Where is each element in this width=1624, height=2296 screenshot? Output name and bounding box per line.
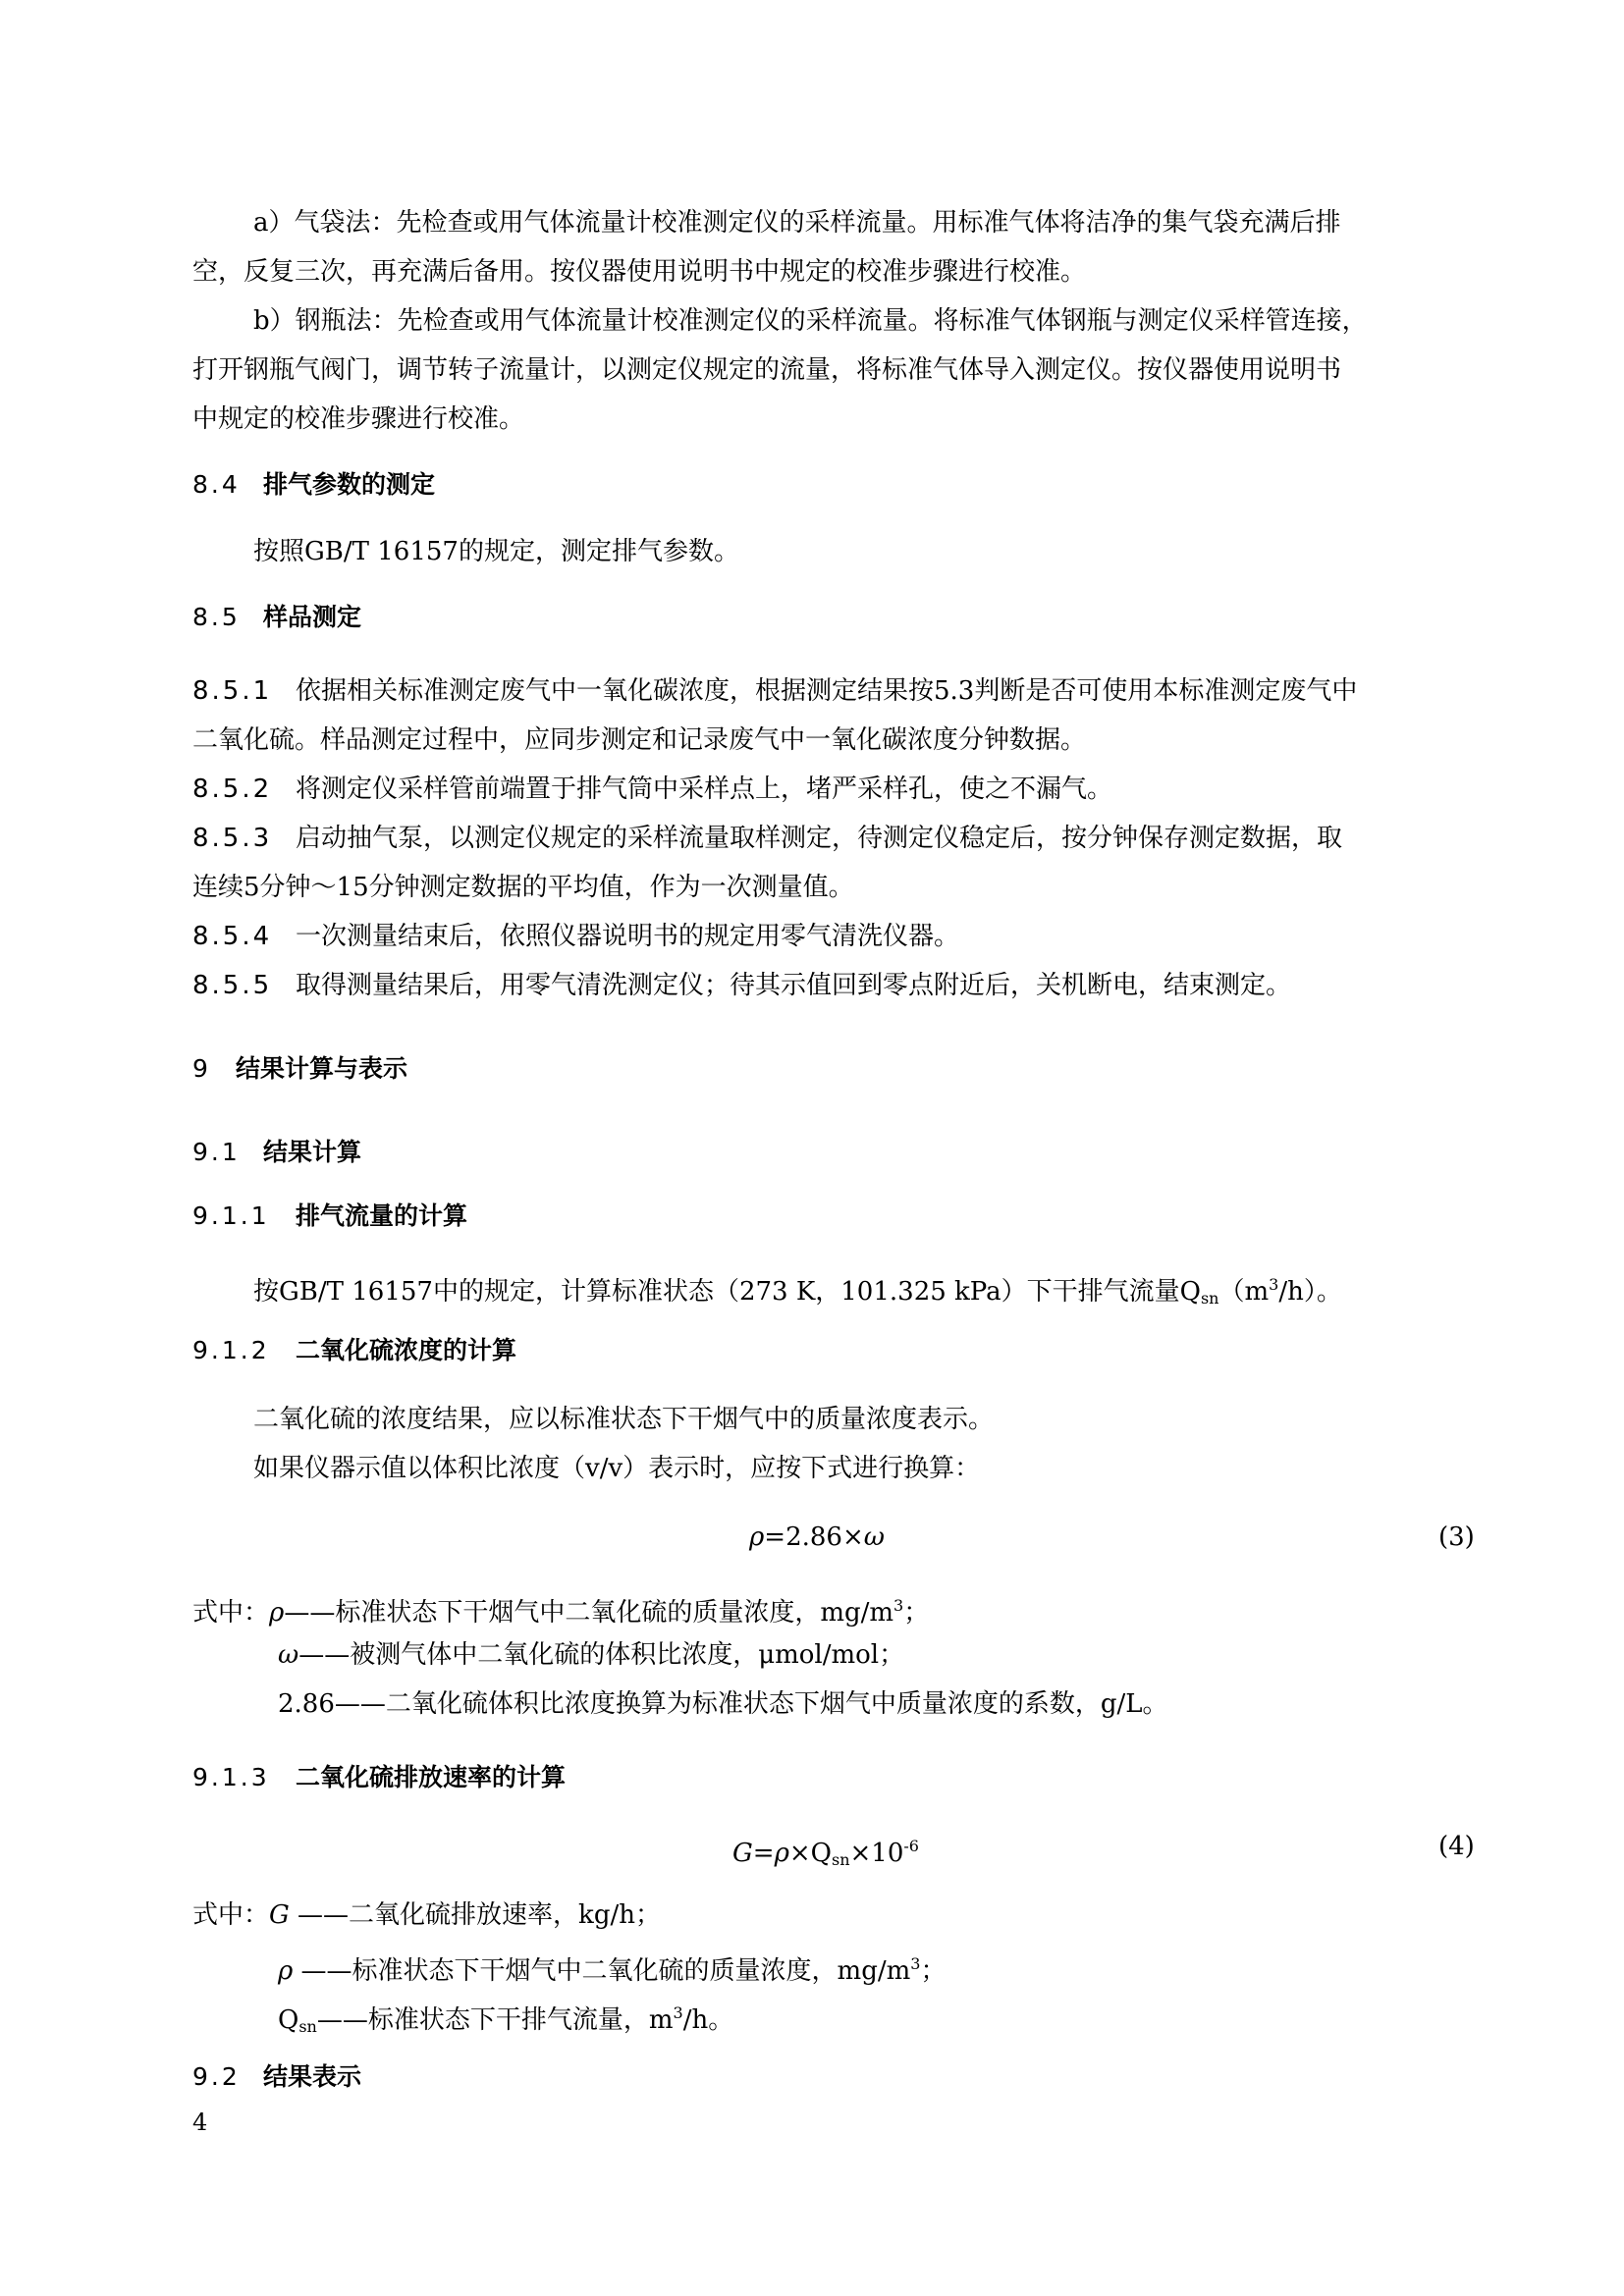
equation-3 bbox=[749, 1519, 885, 1556]
where-4-row3 bbox=[278, 1995, 733, 2046]
clause-number: 8.5.1 bbox=[192, 676, 273, 706]
paragraph-a-line1: a）气袋法：先检查或用气体流量计校准测定仪的采样流量。用标准气体将洁净的集气袋充满后排 bbox=[253, 208, 1341, 238]
section-title: 排气参数的测定 bbox=[263, 470, 436, 499]
omega-symbol: ω bbox=[863, 1522, 885, 1552]
flow-superscript: 3 bbox=[1269, 1275, 1279, 1294]
definition-end: ； bbox=[903, 1598, 930, 1628]
clause-text: 启动抽气泵，以测定仪规定的采样流量取样测定，待测定仪稳定后，按分钟保存测定数据，取 bbox=[296, 824, 1343, 853]
equals-sign: = bbox=[752, 1839, 775, 1868]
where-3-row3: 2.86——二氧化硫体积比浓度换算为标准状态下烟气中质量浓度的系数，g/L。 bbox=[278, 1689, 1168, 1719]
section-8-4-text: 按照GB/T 16157的规定，测定排气参数。 bbox=[253, 537, 739, 566]
section-number: 8.4 bbox=[192, 470, 241, 499]
unit-superscript: 3 bbox=[893, 1596, 904, 1615]
rho-symbol: ρ bbox=[278, 1956, 294, 1986]
section-8-4-heading bbox=[192, 466, 435, 504]
clause-number: 8.5.4 bbox=[192, 922, 273, 951]
section-number: 9.1.3 bbox=[192, 1763, 270, 1791]
paragraph-b-line3: 中规定的校准步骤进行校准。 bbox=[192, 404, 525, 434]
section-number: 9 bbox=[192, 1054, 208, 1083]
equation-4 bbox=[732, 1828, 919, 1879]
section-title: 结果计算与表示 bbox=[236, 1054, 408, 1083]
q-symbol: Q bbox=[278, 2005, 299, 2035]
g-symbol: G bbox=[732, 1839, 753, 1868]
definition-text: ——二氧化硫排放速率，kg/h； bbox=[289, 1900, 661, 1930]
section-9-heading bbox=[192, 1050, 407, 1088]
section-title: 结果表示 bbox=[263, 2062, 362, 2091]
clause-8-5-4 bbox=[192, 918, 959, 955]
where-lead: 式中： bbox=[192, 1900, 270, 1930]
equation-factor: ×10 bbox=[849, 1839, 904, 1868]
equation-4-number: (4) bbox=[1438, 1832, 1475, 1861]
equation-3-number: (3) bbox=[1438, 1522, 1475, 1552]
flow-subscript: sn bbox=[1200, 1289, 1219, 1308]
rho-symbol: ρ bbox=[749, 1522, 765, 1552]
section-title: 二氧化硫浓度的计算 bbox=[296, 1336, 517, 1364]
section-number: 9.1.1 bbox=[192, 1201, 270, 1230]
paragraph-b-line1: b）钢瓶法：先检查或用气体流量计校准测定仪的采样流量。将标准气体钢瓶与测定仪采样管连接， bbox=[253, 306, 1368, 336]
where-3-row2 bbox=[278, 1636, 904, 1674]
flow-subscript: sn bbox=[298, 2017, 317, 2036]
section-number: 8.5 bbox=[192, 603, 241, 631]
exponent: -6 bbox=[903, 1837, 919, 1855]
clause-number: 8.5.5 bbox=[192, 971, 273, 1000]
clause-8-5-1-line1 bbox=[192, 672, 1357, 710]
section-title: 样品测定 bbox=[263, 603, 362, 631]
definition-text: ——标准状态下干烟气中二氧化硫的质量浓度，mg/m bbox=[293, 1956, 911, 1986]
clause-text: 依据相关标准测定废气中一氧化碳浓度，根据测定结果按5.3判断是否可使用本标准测定废气中 bbox=[296, 676, 1358, 706]
section-9-1-1-heading bbox=[192, 1198, 467, 1235]
page-number: 4 bbox=[192, 2109, 208, 2136]
definition-end: ； bbox=[920, 1956, 947, 1986]
section-number: 9.1.2 bbox=[192, 1336, 270, 1364]
flow-unit: （m bbox=[1218, 1277, 1270, 1307]
section-9-1-2-heading bbox=[192, 1332, 516, 1369]
clause-8-5-3-line1 bbox=[192, 820, 1342, 857]
where-4-row1 bbox=[192, 1896, 661, 1934]
section-8-5-heading bbox=[192, 599, 361, 636]
clause-text: 将测定仪采样管前端置于排气筒中采样点上，堵严采样孔，使之不漏气。 bbox=[296, 774, 1113, 804]
section-9-1-1-text bbox=[253, 1266, 1342, 1317]
clause-8-5-1-line2: 二氧化硫。样品测定过程中，应同步测定和记录废气中一氧化碳浓度分钟数据。 bbox=[192, 725, 1087, 755]
section-9-1-3-heading bbox=[192, 1759, 566, 1796]
section-9-1-2-para1: 二氧化硫的浓度结果，应以标准状态下干烟气中的质量浓度表示。 bbox=[253, 1405, 995, 1434]
section-9-1-heading bbox=[192, 1134, 361, 1171]
where-3-row1 bbox=[192, 1587, 929, 1631]
omega-symbol: ω bbox=[278, 1640, 299, 1670]
definition-end: /h。 bbox=[682, 2005, 734, 2035]
where-lead: 式中： bbox=[192, 1598, 270, 1628]
flow-text: 按GB/T 16157中的规定，计算标准状态（273 K，101.325 kPa）下干排气流量Q bbox=[253, 1277, 1201, 1307]
clause-text: 取得测量结果后，用零气清洗测定仪；待其示值回到零点附近后，关机断电，结束测定。 bbox=[296, 971, 1292, 1000]
unit-superscript: 3 bbox=[910, 1954, 921, 1973]
unit-superscript: 3 bbox=[673, 2003, 683, 2022]
definition-text: ——标准状态下干排气流量，m bbox=[316, 2005, 674, 2035]
clause-number: 8.5.3 bbox=[192, 824, 273, 853]
definition-text: ——标准状态下干烟气中二氧化硫的质量浓度，mg/m bbox=[284, 1598, 894, 1628]
definition-text: ——被测气体中二氧化硫的体积比浓度，μmol/mol； bbox=[298, 1640, 905, 1670]
equation-operator: =2.86× bbox=[764, 1522, 864, 1552]
clause-text: 一次测量结束后，依照仪器说明书的规定用零气清洗仪器。 bbox=[296, 922, 960, 951]
section-title: 排气流量的计算 bbox=[296, 1201, 468, 1230]
clause-number: 8.5.2 bbox=[192, 774, 273, 804]
section-number: 9.2 bbox=[192, 2062, 241, 2091]
section-title: 二氧化硫排放速率的计算 bbox=[296, 1763, 567, 1791]
flow-unit-end: /h）。 bbox=[1278, 1277, 1342, 1307]
where-4-row2 bbox=[278, 1946, 946, 1990]
rho-symbol: ρ bbox=[269, 1598, 285, 1628]
flow-subscript: sn bbox=[831, 1850, 850, 1869]
paragraph-b-line2: 打开钢瓶气阀门，调节转子流量计，以测定仪规定的流量，将标准气体导入测定仪。按仪器使用说明书 bbox=[192, 355, 1342, 385]
rho-symbol: ρ bbox=[774, 1839, 789, 1868]
section-9-1-2-para2: 如果仪器示值以体积比浓度（v/v）表示时，应按下式进行换算： bbox=[253, 1454, 981, 1483]
section-9-2-heading bbox=[192, 2058, 361, 2096]
section-number: 9.1 bbox=[192, 1138, 241, 1166]
equation-term: ×Q bbox=[788, 1839, 832, 1868]
clause-8-5-3-line2: 连续5分钟～15分钟测定数据的平均值，作为一次测量值。 bbox=[192, 873, 854, 902]
g-symbol: G bbox=[269, 1900, 290, 1930]
clause-8-5-2 bbox=[192, 771, 1112, 808]
paragraph-a-line2: 空，反复三次，再充满后备用。按仪器使用说明书中规定的校准步骤进行校准。 bbox=[192, 257, 1087, 287]
clause-8-5-5 bbox=[192, 967, 1291, 1004]
section-title: 结果计算 bbox=[263, 1138, 362, 1166]
